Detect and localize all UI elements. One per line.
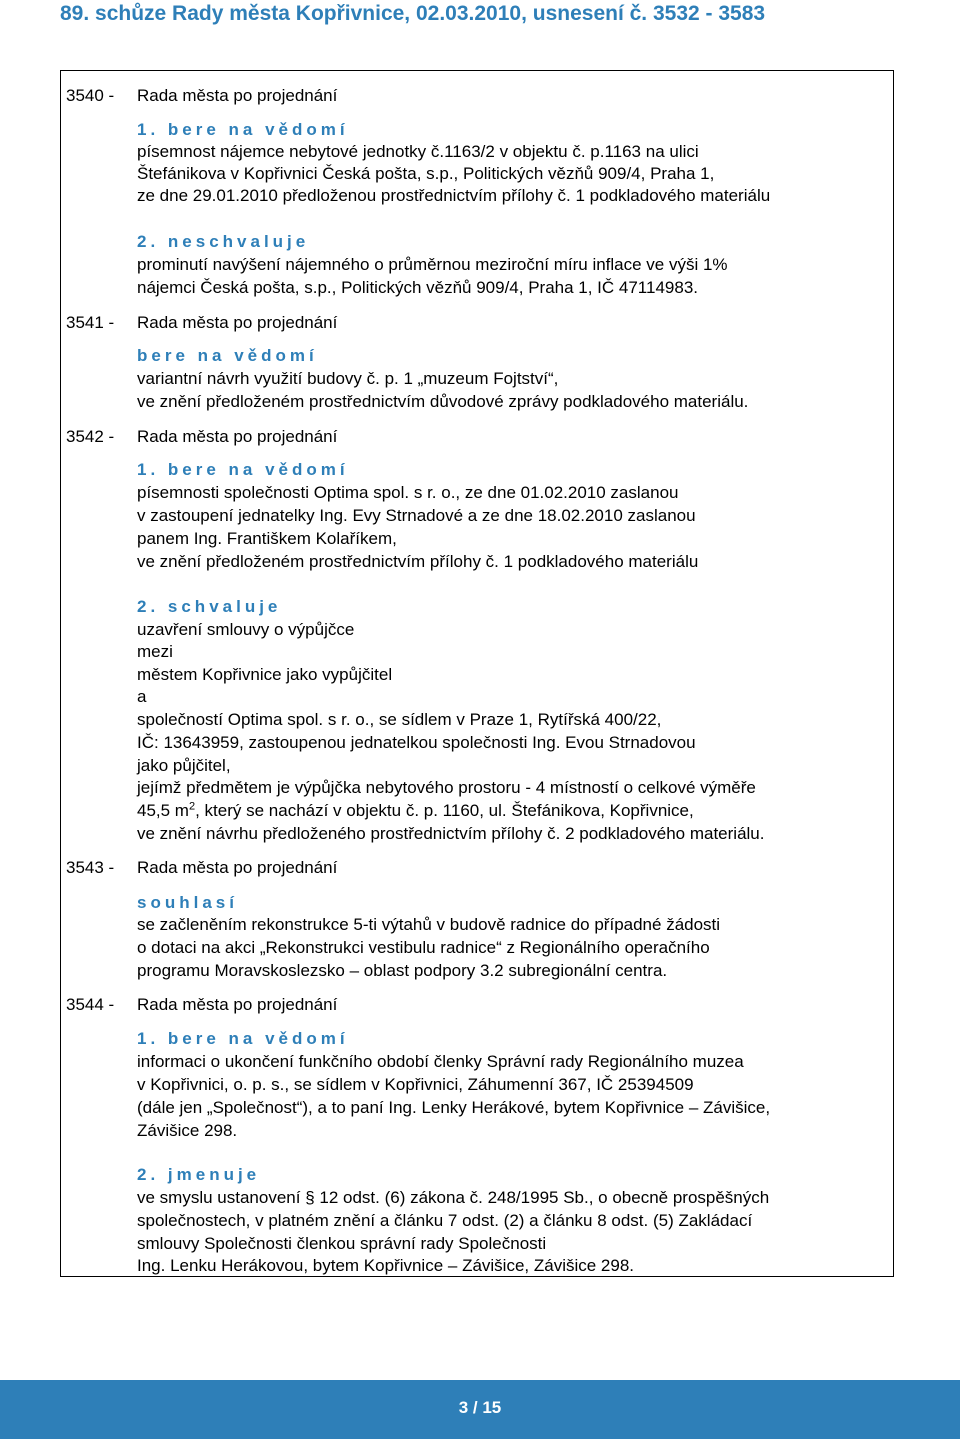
resolution-text: (dále jen „Společnost“), a to paní Ing. Lenky Herákové, bytem Kopřivnice – Závišice, [137, 1098, 771, 1117]
resolution-text: v Kopřivnici, o. p. s., se sídlem v Kopřivnici, Záhumenní 367, IČ 25394509 [137, 1075, 694, 1094]
resolution-text: ve znění návrhu předloženého prostřednictvím přílohy č. 2 podkladového materiálu. [137, 824, 765, 843]
resolution-heading: 2. jmenuje [137, 1165, 261, 1184]
resolution-heading: bere na vědomí [137, 346, 318, 365]
area-unit-superscript: 2 [188, 800, 196, 813]
resolution-text: Štefánikova v Kopřivnici Česká pošta, s.p., Politických vězňů 909/4, Praha 1, [137, 164, 715, 183]
resolution-number-3543: 3543 - [66, 858, 115, 877]
resolution-text: smlouvy Společnosti členkou správní rady Společnosti [137, 1234, 547, 1253]
area-value: 45,5 m [137, 801, 189, 820]
resolution-heading: 1. bere na vědomí [137, 1029, 349, 1048]
resolution-text: programu Moravskoslezsko – oblast podpory 3.2 subregionální centra. [137, 961, 668, 980]
resolution-text: IČ: 13643959, zastoupenou jednatelkou společnosti Ing. Evou Strnadovou [137, 733, 696, 752]
resolution-text: nájemci Česká pošta, s.p., Politických vězňů 909/4, Praha 1, IČ 47114983. [137, 278, 698, 297]
resolution-text: ve znění předloženém prostřednictvím důvodové zprávy podkladového materiálu. [137, 392, 749, 411]
resolution-number-3541: 3541 - [66, 313, 115, 332]
resolution-text: ze dne 29.01.2010 předloženou prostřednictvím přílohy č. 1 podkladového materiálu [137, 186, 771, 205]
page-number: 3 / 15 [458, 1398, 502, 1417]
resolution-number-3540: 3540 - [66, 86, 115, 105]
resolution-intro: Rada města po projednání [137, 995, 338, 1014]
resolution-number-3542: 3542 - [66, 427, 115, 446]
resolution-intro: Rada města po projednání [137, 86, 338, 105]
resolution-text: v zastoupení jednatelky Ing. Evy Strnadové a ze dne 18.02.2010 zaslanou [137, 506, 696, 525]
resolution-text: se začleněním rekonstrukce 5-ti výtahů v budově radnice do případné žádosti [137, 915, 721, 934]
resolution-text: městem Kopřivnice jako vypůjčitel [137, 665, 393, 684]
resolution-text: variantní návrh využití budovy č. p. 1 „muzeum Fojtství“, [137, 369, 559, 388]
resolution-heading: 2. schvaluje [137, 597, 282, 616]
resolution-number-3544: 3544 - [66, 995, 115, 1014]
resolution-text: společnostech, v platném znění a článku 7 odst. (2) a článku 8 odst. (5) Zakládací [137, 1211, 753, 1230]
resolution-text: společností Optima spol. s r. o., se sídlem v Praze 1, Rytířská 400/22, [137, 710, 662, 729]
resolution-text [137, 801, 694, 821]
resolution-intro: Rada města po projednání [137, 313, 338, 332]
resolution-text: Závišice 298. [137, 1121, 238, 1140]
resolution-text: prominutí navýšení nájemného o průměrnou meziroční míru inflace ve výši 1% [137, 255, 728, 274]
resolution-text: uzavření smlouvy o výpůjčce [137, 620, 355, 639]
resolution-heading: 1. bere na vědomí [137, 460, 349, 479]
resolution-text: ve znění předloženém prostřednictvím přílohy č. 1 podkladového materiálu [137, 552, 699, 571]
resolution-text: ve smyslu ustanovení § 12 odst. (6) zákona č. 248/1995 Sb., o obecně prospěšných [137, 1188, 770, 1207]
resolution-text: a [137, 687, 147, 706]
resolution-text: Ing. Lenku Herákovou, bytem Kopřivnice – Závišice, Závišice 298. [137, 1256, 635, 1275]
resolution-heading: souhlasí [137, 893, 238, 912]
resolution-text: písemnost nájemce nebytové jednotky č.1163/2 v objektu č. p.1163 na ulici [137, 142, 699, 161]
resolution-text: informaci o ukončení funkčního období členky Správní rady Regionálního muzea [137, 1052, 744, 1071]
resolution-heading: 2. neschvaluje [137, 232, 310, 251]
resolution-heading: 1. bere na vědomí [137, 120, 349, 139]
area-text: , který se nachází v objektu č. p. 1160, ul. Štefánikova, Kopřivnice, [195, 801, 694, 820]
resolution-text: jejímž předmětem je výpůjčka nebytového prostoru - 4 místností o celkové výměře [137, 778, 756, 797]
resolution-text: jako půjčitel, [137, 756, 231, 775]
resolution-intro: Rada města po projednání [137, 427, 338, 446]
resolution-text: mezi [137, 642, 173, 661]
resolution-intro: Rada města po projednání [137, 858, 338, 877]
resolution-text: panem Ing. Františkem Kolaříkem, [137, 529, 397, 548]
document-title: 89. schůze Rady města Kopřivnice, 02.03.2010, usnesení č. 3532 - 3583 [60, 2, 766, 25]
resolution-text: o dotaci na akci „Rekonstrukci vestibulu radnice“ z Regionálního operačního [137, 938, 710, 957]
resolution-text: písemnosti společnosti Optima spol. s r. o., ze dne 01.02.2010 zaslanou [137, 483, 679, 502]
